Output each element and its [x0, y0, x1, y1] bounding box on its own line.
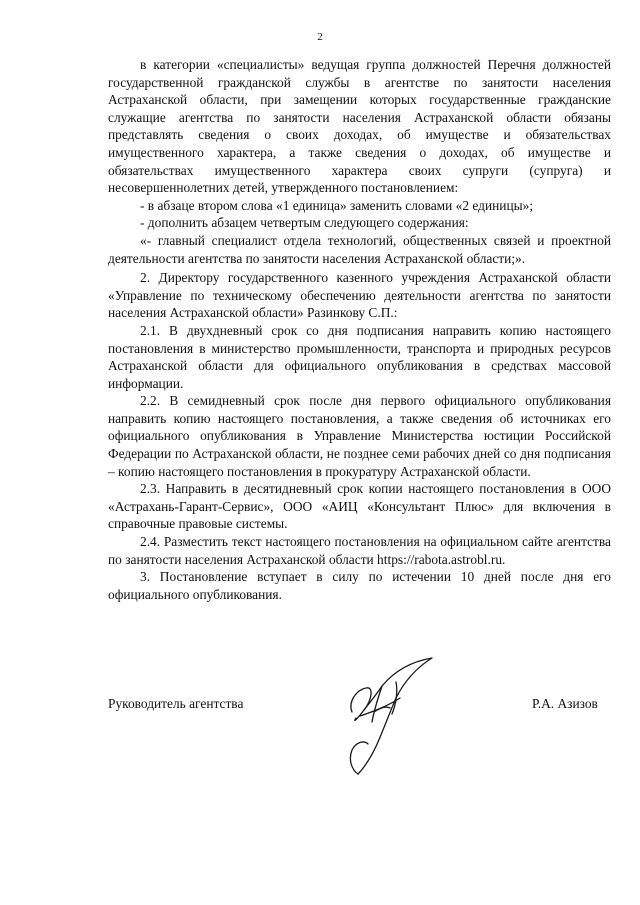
- paragraph-amend-abzac-2: - в абзаце втором слова «1 единица» заменить словами «2 единицы»;: [140, 197, 534, 213]
- paragraph-item-2-2: 2.2. В семидневный срок после дня первого официального опубликования направить копию настоящего постановления, а также сведения об источниках его официального опубликования в Управление Министерства юстиции Российской Федерации по Астраханской области, не позднее семи рабочих дней со дня подписания – копию настоящего постановления в прокуратуру Астраханской области.: [108, 393, 611, 479]
- document-body: [108, 56, 611, 603]
- signatory-name: Р.А. Азизов: [532, 696, 598, 711]
- paragraph-item-2-1: 2.1. В двухдневный срок со дня подписания направить копию настоящего постановления в министерство промышленности, транспорта и природных ресурсов Астраханской области для официального опубликования в средствах массовой информации.: [108, 322, 611, 391]
- signatory-title: Руководитель агентства: [108, 696, 244, 711]
- handwritten-signature: [312, 652, 452, 780]
- paragraph-item-2-4: 2.4. Разместить текст настоящего постановления на официальном сайте агентства по занятости населения Астраханской области https://rabota.astrobl.ru.: [108, 534, 611, 567]
- paragraph-chief-specialist: «- главный специалист отдела технологий, общественных связей и проектной деятельности агентства по занятости населения Астраханской области;».: [108, 232, 611, 266]
- paragraph-category: в категории «специалисты» ведущая группа должностей Перечня должностей государственной гражданской службы в агентстве по занятости населения Астраханской области, при замещении которых государственные гражданские служащие агентства по занятости населения Астраханской области обязаны представлять сведения о своих доходах, об имуществе и обязательствах имущественного характера, а также сведения о доходах, об имуществе и обязательствах имущественного характера своих супруги (супруга) и несовершеннолетних детей, утвержденного постановлением:: [108, 57, 611, 196]
- paragraph-item-2-3: 2.3. Направить в десятидневный срок копии настоящего постановления в ООО «Астрахань-Гарант-Сервис», ООО «АИЦ «Консультант Плюс» для включения в справочные правовые системы.: [108, 481, 611, 532]
- paragraph-item-2: 2. Директору государственного казенного учреждения Астраханской области «Управление по техническому обеспечению деятельности агентства по занятости населения Астраханской области» Разинкову С.П.:: [108, 270, 611, 321]
- paragraph-item-3: 3. Постановление вступает в силу по истечении 10 дней после дня его официального опубликования.: [108, 569, 611, 602]
- paragraph-add-abzac-4: - дополнить абзацем четвертым следующего содержания:: [140, 215, 469, 231]
- page-number: 2: [317, 31, 323, 43]
